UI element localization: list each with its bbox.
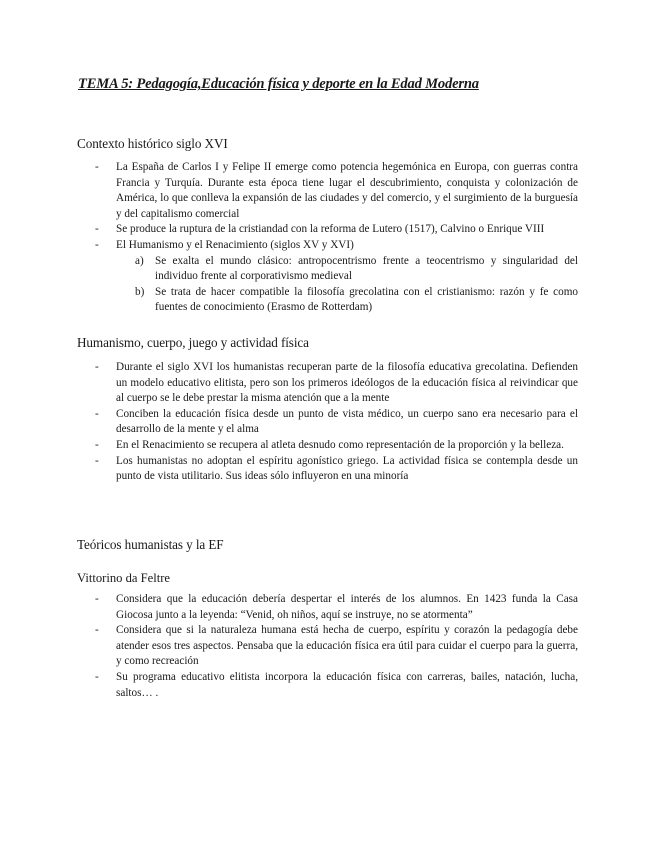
sublist-item-text: Se trata de hacer compatible la filosofía grecolatina con el cristianismo: razón y fe como fuentes de conocimiento (Erasmo de Rotterdam) [155, 285, 578, 314]
list-item [78, 623, 578, 670]
list-item-text: La España de Carlos I y Felipe II emerge como potencia hegemónica en Europa, con guerras contra Francia y Turquía. Durante esta época tiene lugar el descubrimiento, conquista y colonización de América, lo que conlleva la expansión de las ciudades y del comercio, y el surgimiento de la burguesía y del capitalismo comercial [116, 161, 578, 220]
sublist-item [116, 285, 578, 316]
list-item-text: Su programa educativo elitista incorpora la educación física con carreras, bailes, natación, lucha, saltos… . [116, 670, 578, 699]
subheading-vittorino: Vittorino da Feltre [77, 571, 170, 585]
contexto-list [78, 160, 578, 316]
list-item [78, 670, 578, 701]
sublist-marker: b) [135, 285, 145, 298]
bullet-dash: - [95, 593, 99, 605]
list-item [78, 238, 578, 316]
section-heading-humanismo: Humanismo, cuerpo, juego y actividad física [77, 335, 309, 350]
section-heading-teoricos: Teóricos humanistas y la EF [77, 537, 224, 552]
bullet-dash: - [95, 438, 99, 451]
sublist-marker: a) [135, 254, 144, 267]
list-item [78, 160, 578, 222]
section-heading-contexto: Contexto histórico siglo XVI [77, 136, 228, 151]
list-item-text: Conciben la educación física desde un punto de vista médico, un cuerpo sano era necesario para el desarrollo de la mente y el alma [116, 407, 578, 436]
list-item-text: Durante el siglo XVI los humanistas recuperan parte de la filosofía educativa grecolatina. Defienden un modelo educativo elitista, pero son los primeros ideólogos de la educación física al reivindicar que al cuerpo se le debe prestar la misma atención que a la mente [116, 361, 578, 405]
list-item [78, 360, 578, 407]
list-item [78, 222, 578, 238]
contexto-sublist [116, 254, 578, 316]
bullet-dash: - [95, 223, 99, 236]
bullet-dash: - [95, 454, 99, 467]
bullet-dash: - [95, 407, 99, 420]
sublist-item [116, 254, 578, 285]
bullet-dash: - [95, 670, 99, 683]
list-item-text: Considera que si la naturaleza humana está hecha de cuerpo, espíritu y corazón la pedagogía debe atender esos tres aspectos. Pensaba que la educación física era útil para cuidar el cuerpo para la guerra, y como recreación [116, 624, 578, 668]
bullet-dash: - [95, 624, 99, 637]
list-item-text: Considera que la educación debería despertar el interés de los alumnos. En 1423 funda la Casa Giocosa junto a la leyenda: “Venid, oh niños, aquí se instruye, no se atormenta” [116, 593, 578, 621]
list-item-text: En el Renacimiento se recupera al atleta desnudo como representación de la proporción y la belleza. [116, 438, 564, 451]
bullet-dash: - [95, 361, 99, 373]
list-item-text: Los humanistas no adoptan el espíritu agonístico griego. La actividad física se contempla desde un punto de vista utilitario. Sus ideas sólo influyeron en una minoría [116, 454, 578, 483]
list-item [78, 438, 578, 454]
list-item-text: Se produce la ruptura de la cristiandad con la reforma de Lutero (1517), Calvino o Enrique VIII [116, 223, 545, 236]
bullet-dash: - [95, 161, 99, 173]
list-item [78, 407, 578, 438]
bullet-dash: - [95, 238, 99, 251]
sublist-item-text: Se exalta el mundo clásico: antropocentrismo frente a teocentrismo y singularidad del individuo frente al corporativismo medieval [155, 254, 578, 283]
teoricos-list [78, 592, 578, 701]
list-item [78, 592, 578, 623]
list-item [78, 454, 578, 485]
humanismo-list [78, 360, 578, 485]
list-item-text: El Humanismo y el Renacimiento (siglos XV y XVI) [116, 238, 354, 251]
document-title: TEMA 5: Pedagogía,Educación física y deporte en la Edad Moderna [78, 76, 479, 92]
